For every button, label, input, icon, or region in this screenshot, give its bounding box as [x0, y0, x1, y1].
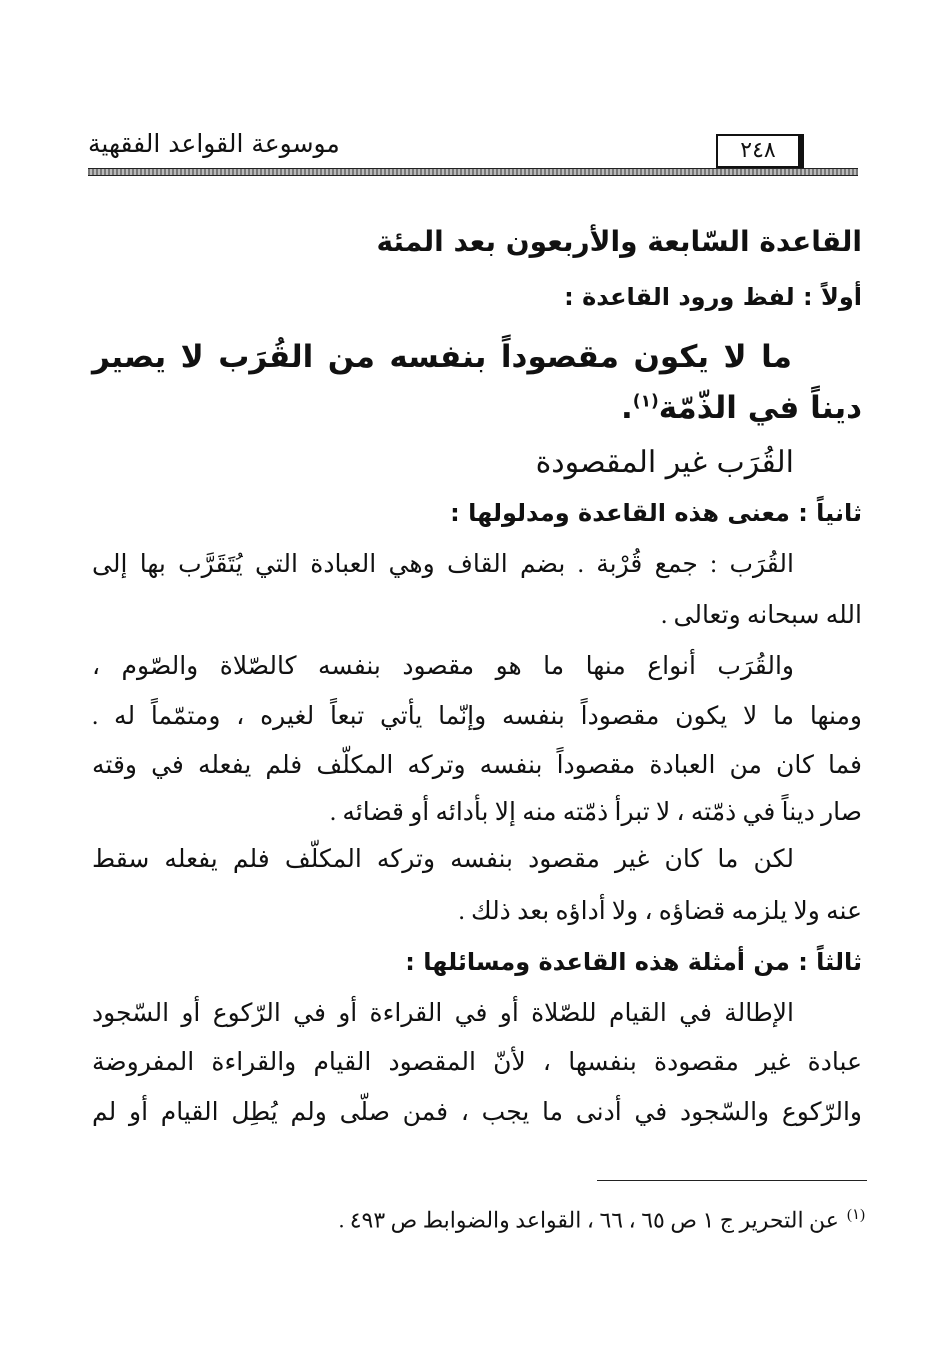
- meaning-line-8: عنه ولا يلزمه قضاؤه ، ولا أداؤه بعد ذلك .: [458, 898, 862, 925]
- rule-wording-line-1: ما لا يكون مقصوداً بنفسه من القُرَب لا يصير: [92, 339, 792, 375]
- rule-wording-line-2-end: .: [621, 390, 633, 426]
- meaning-line-3: والقُرَب أنواع منها ما هو مقصود بنفسه كالصّلاة والصّوم ،: [92, 653, 794, 680]
- header-divider: [88, 168, 858, 176]
- rule-subheading: القُرَب غير المقصودة: [535, 445, 794, 480]
- section-heading-examples: ثالثاً : من أمثلة هذه القاعدة ومسائلها :: [405, 948, 862, 976]
- meaning-line-6: صار ديناً في ذمّته ، لا تبرأ ذمّته منه إلا بأدائه أو قضائه .: [329, 799, 862, 826]
- examples-line-1: الإطالة في القيام للصّلاة أو في القراءة أو في الرّكوع أو السّجود: [92, 1000, 794, 1027]
- meaning-line-4: ومنها ما لا يكون مقصوداً بنفسه وإنّما يأتي تبعاً لغيره ، ومتمّماً له .: [92, 703, 862, 730]
- section-heading-wording: أولاً : لفظ ورود القاعدة :: [564, 283, 862, 311]
- page-header: [88, 128, 858, 174]
- footnote-divider: [597, 1180, 867, 1181]
- examples-line-3: والرّكوع والسّجود في أدنى ما يجب ، فمن صلّى ولم يُطِل القيام أو لم: [92, 1099, 863, 1126]
- footnote-text: عن التحرير ج ١ ص ٦٥ ، ٦٦ ، القواعد والضوابط ص ٤٩٣ .: [338, 1207, 839, 1233]
- section-heading-meaning: ثانياً : معنى هذه القاعدة ومدلولها :: [450, 499, 862, 527]
- footnote-reference: (١): [632, 391, 659, 412]
- meaning-line-1: القُرَب : جمع قُرْبة . بضم القاف وهي العبادة التي يُتَقَرَّب بها إلى: [92, 551, 794, 578]
- meaning-line-7: لكن ما كان غير مقصود بنفسه وتركه المكلّف فلم يفعله سقط: [92, 846, 794, 873]
- rule-wording-line-2: [87, 384, 862, 432]
- meaning-line-2: الله سبحانه وتعالى .: [660, 602, 862, 629]
- examples-line-2: عبادة غير مقصودة بنفسها ، لأنّ المقصود القيام والقراءة المفروضة: [92, 1049, 862, 1076]
- rule-title: القاعدة السّابعة والأربعون بعد المئة: [376, 225, 862, 258]
- footnote-marker: (١): [846, 1207, 865, 1223]
- rule-wording-line-2-text: ديناً في الذّمّة: [658, 390, 862, 426]
- meaning-line-5: فما كان من العبادة مقصوداً بنفسه وتركه المكلّف فلم يفعله في وقته: [92, 752, 862, 779]
- page-number: ٢٤٨: [716, 134, 800, 168]
- footnote: [95, 1198, 865, 1237]
- book-title: موسوعة القواعد الفقهية: [88, 129, 340, 158]
